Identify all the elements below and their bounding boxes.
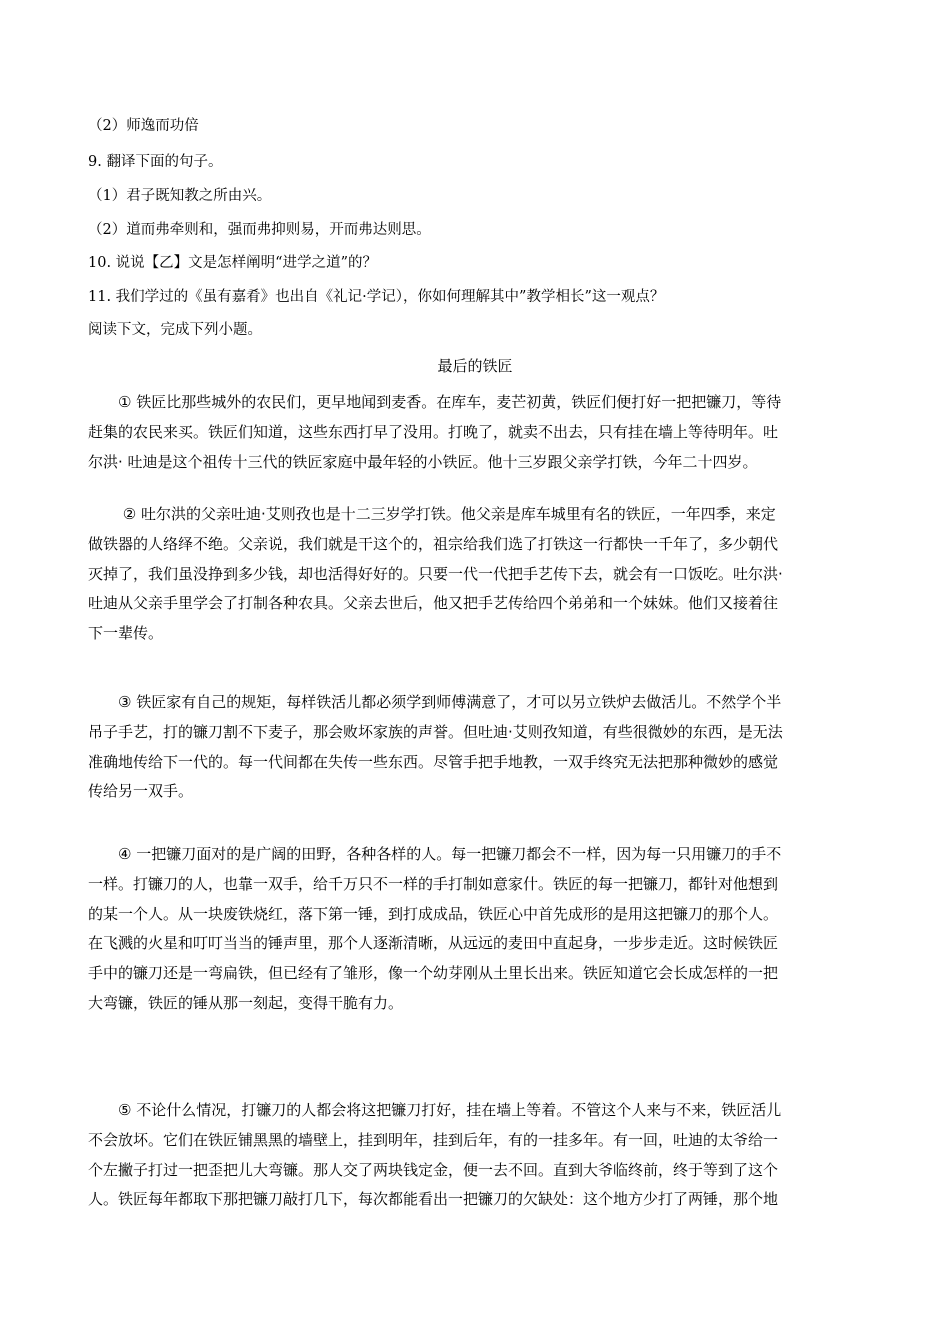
paragraph-line: 个左撇子打过一把歪把儿大弯镰。那人交了两块钱定金，便一去不回。直到大爷临终前，终于等到了这个: [88, 1160, 779, 1179]
paragraph-line: ③ 铁匠家有自己的规矩，每样铁活儿都必须学到师傅满意了，才可以另立铁炉去做活儿。不然学个半: [88, 693, 782, 711]
paragraph-line: 不会放坏。它们在铁匠铺黑黑的墙壁上，挂到明年，挂到后年，有的一挂多年。有一回，吐迪的太爷给一: [88, 1130, 779, 1149]
paragraph-line: 下一辈传。: [88, 624, 164, 643]
paragraph-line: ① 铁匠比那些城外的农民们，更早地闻到麦香。在库车，麦芒初黄，铁匠们便打好一把把镰刀，等待: [88, 393, 782, 411]
article-paragraph-3: [88, 688, 862, 807]
paragraph-line: 吊子手艺，打的镰刀割不下麦子，那会败坏家族的声誉。但吐迪·艾则孜知道，有些很微妙的东西，是无法: [88, 722, 783, 741]
paragraph-line: 手中的镰刀还是一弯扁铁，但已经有了雏形，像一个幼芽刚从土里长出来。铁匠知道它会长成怎样的一把: [88, 964, 779, 983]
paragraph-line: 尔洪· 吐迪是这个祖传十三代的铁匠家庭中最年轻的小铁匠。他十三岁跟父亲学打铁，今年二十四岁。: [88, 452, 758, 471]
paragraph-line: 吐迪从父亲手里学会了打制各种农具。父亲去世后，他又把手艺传给四个弟弟和一个妹妹。他们又接着往: [88, 594, 779, 613]
paragraph-line: ⑤ 不论什么情况，打镰刀的人都会将这把镰刀打好，挂在墙上等着。不管这个人来与不来，铁匠活儿: [88, 1101, 782, 1119]
paragraph-line: 做铁器的人络绎不绝。父亲说，我们就是干这个的，祖宗给我们选了打铁这一行都快一千年了，多少朝代: [88, 534, 779, 553]
question-9-sub-2: （2）道而弗牵则和，强而弗抑则易，开而弗达则思。: [88, 222, 431, 238]
paragraph-line: 在飞溅的火星和叮叮当当的锤声里，那个人逐渐清晰，从远远的麦田中直起身，一步步走近。这时候铁匠: [88, 934, 779, 953]
paragraph-line: 准确地传给下一代的。每一代间都在失传一些东西。尽管手把手地教，一双手终究无法把那种微妙的感觉: [88, 752, 779, 771]
paragraph-line: 人。铁匠每年都取下那把镰刀敲打几下，每次都能看出一把镰刀的欠缺处：这个地方少打了两锤，那个地: [88, 1190, 779, 1209]
article-paragraph-4: [88, 840, 862, 1019]
article-paragraph-1: [88, 388, 862, 477]
paragraph-line: 赶集的农民来买。铁匠们知道，这些东西打早了没用。打晚了，就卖不出去，只有挂在墙上等待明年。吐: [88, 422, 779, 441]
article-title: 最后的铁匠: [437, 357, 513, 375]
paragraph-line: ② 吐尔洪的父亲吐迪·艾则孜也是十二三岁学打铁。他父亲是库车城里有名的铁匠，一年四季，来定: [88, 505, 776, 523]
question-10: 10. 说说【乙】文是怎样阐明“进学之道”的？: [88, 255, 377, 271]
paragraph-line: 的某一个人。从一块废铁烧红，落下第一锤，到打成成品，铁匠心中首先成形的是用这把镰刀的那个人。: [88, 904, 779, 923]
paragraph-line: ④ 一把镰刀面对的是广阔的田野，各种各样的人。每一把镰刀都会不一样，因为每一只用镰刀的手不: [88, 845, 782, 863]
question-9: 9. 翻译下面的句子。: [88, 154, 223, 170]
paragraph-line: 大弯镰，铁匠的锤从那一刻起，变得干脆有力。: [88, 993, 404, 1012]
article-paragraph-2: [88, 500, 862, 649]
question-11: 11. 我们学过的《虽有嘉肴》也出自《礼记·学记），你如何理解其中”教学相长”这一观点？: [88, 289, 665, 305]
question-9-sub-1: （1）君子既知教之所由兴。: [88, 188, 272, 204]
article-paragraph-5: [88, 1096, 862, 1215]
sub-question-2-line: （2）师逸而功倍: [88, 118, 199, 134]
reading-instruction: 阅读下文，完成下列小题。: [88, 322, 262, 338]
paragraph-line: 一样。打镰刀的人，也靠一双手，给千万只不一样的手打制如意家什。铁匠的每一把镰刀，都针对他想到: [88, 874, 779, 893]
paragraph-line: 灭掉了，我们虽没挣到多少钱，却也活得好好的。只要一代一代把手艺传下去，就会有一口饭吃。吐尔洪·: [88, 564, 783, 583]
paragraph-line: 传给另一双手。: [88, 782, 194, 801]
